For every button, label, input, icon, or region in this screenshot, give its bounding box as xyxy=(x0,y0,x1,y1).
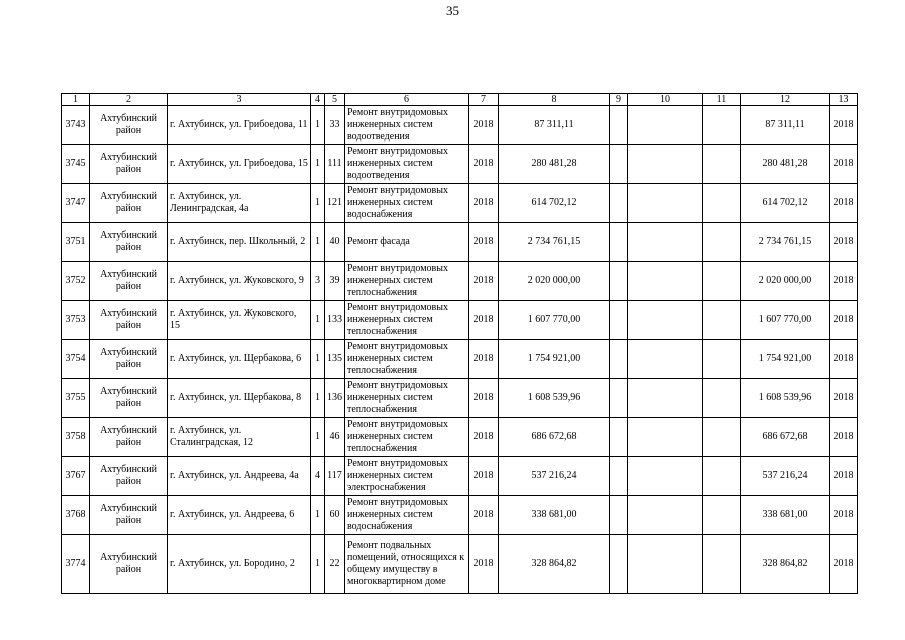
year-end-cell: 2018 xyxy=(830,379,858,418)
year-end-cell: 2018 xyxy=(830,457,858,496)
work-type-cell: Ремонт внутридомовых инженерных систем теплоснабжения xyxy=(345,262,469,301)
table-row xyxy=(62,418,858,457)
col11-cell xyxy=(703,145,741,184)
district-cell: Ахтубинский район xyxy=(90,379,168,418)
year-end-cell: 2018 xyxy=(830,145,858,184)
cost-cell: 686 672,68 xyxy=(499,418,610,457)
year-cell: 2018 xyxy=(469,379,499,418)
total-cost-cell: 537 216,24 xyxy=(741,457,830,496)
col10-cell xyxy=(628,184,703,223)
work-type-cell: Ремонт внутридомовых инженерных систем водоснабжения xyxy=(345,496,469,535)
year-end-cell: 2018 xyxy=(830,340,858,379)
col5-cell: 33 xyxy=(325,106,345,145)
district-cell: Ахтубинский район xyxy=(90,145,168,184)
col4-cell: 1 xyxy=(311,145,325,184)
col5-cell: 46 xyxy=(325,418,345,457)
row-number-cell: 3758 xyxy=(62,418,90,457)
column-header: 5 xyxy=(325,94,345,106)
total-cost-cell: 2 020 000,00 xyxy=(741,262,830,301)
year-cell: 2018 xyxy=(469,145,499,184)
col11-cell xyxy=(703,496,741,535)
row-number-cell: 3767 xyxy=(62,457,90,496)
col5-cell: 136 xyxy=(325,379,345,418)
col9-cell xyxy=(610,457,628,496)
col10-cell xyxy=(628,457,703,496)
col4-cell: 3 xyxy=(311,262,325,301)
column-header: 1 xyxy=(62,94,90,106)
col5-cell: 121 xyxy=(325,184,345,223)
table-row xyxy=(62,340,858,379)
col11-cell xyxy=(703,301,741,340)
column-header: 11 xyxy=(703,94,741,106)
col9-cell xyxy=(610,223,628,262)
col11-cell xyxy=(703,106,741,145)
work-type-cell: Ремонт внутридомовых инженерных систем теплоснабжения xyxy=(345,340,469,379)
col11-cell xyxy=(703,184,741,223)
address-cell: г. Ахтубинск, ул. Жуковского, 9 xyxy=(168,262,311,301)
col10-cell xyxy=(628,340,703,379)
work-type-cell: Ремонт внутридомовых инженерных систем теплоснабжения xyxy=(345,301,469,340)
column-header: 7 xyxy=(469,94,499,106)
district-cell: Ахтубинский район xyxy=(90,106,168,145)
column-header: 4 xyxy=(311,94,325,106)
col5-cell: 60 xyxy=(325,496,345,535)
work-type-cell: Ремонт внутридомовых инженерных систем водоотведения xyxy=(345,145,469,184)
column-header: 12 xyxy=(741,94,830,106)
col9-cell xyxy=(610,145,628,184)
district-cell: Ахтубинский район xyxy=(90,184,168,223)
col5-cell: 22 xyxy=(325,535,345,594)
year-cell: 2018 xyxy=(469,340,499,379)
table-row xyxy=(62,379,858,418)
col10-cell xyxy=(628,418,703,457)
col11-cell xyxy=(703,457,741,496)
work-type-cell: Ремонт внутридомовых инженерных систем водоснабжения xyxy=(345,184,469,223)
col9-cell xyxy=(610,301,628,340)
row-number-cell: 3753 xyxy=(62,301,90,340)
total-cost-cell: 686 672,68 xyxy=(741,418,830,457)
col5-cell: 111 xyxy=(325,145,345,184)
address-cell: г. Ахтубинск, ул. Грибоедова, 15 xyxy=(168,145,311,184)
district-cell: Ахтубинский район xyxy=(90,340,168,379)
col4-cell: 1 xyxy=(311,340,325,379)
col10-cell xyxy=(628,106,703,145)
total-cost-cell: 87 311,11 xyxy=(741,106,830,145)
col5-cell: 135 xyxy=(325,340,345,379)
col11-cell xyxy=(703,262,741,301)
col11-cell xyxy=(703,379,741,418)
column-header: 10 xyxy=(628,94,703,106)
cost-cell: 1 608 539,96 xyxy=(499,379,610,418)
col5-cell: 39 xyxy=(325,262,345,301)
col11-cell xyxy=(703,535,741,594)
col10-cell xyxy=(628,301,703,340)
col9-cell xyxy=(610,496,628,535)
col4-cell: 1 xyxy=(311,223,325,262)
address-cell: г. Ахтубинск, ул. Щербакова, 8 xyxy=(168,379,311,418)
cost-cell: 614 702,12 xyxy=(499,184,610,223)
row-number-cell: 3751 xyxy=(62,223,90,262)
column-header: 13 xyxy=(830,94,858,106)
total-cost-cell: 280 481,28 xyxy=(741,145,830,184)
table-row xyxy=(62,262,858,301)
header-row xyxy=(62,94,858,106)
year-end-cell: 2018 xyxy=(830,223,858,262)
address-cell: г. Ахтубинск, ул. Грибоедова, 11 xyxy=(168,106,311,145)
year-end-cell: 2018 xyxy=(830,535,858,594)
row-number-cell: 3752 xyxy=(62,262,90,301)
year-cell: 2018 xyxy=(469,184,499,223)
table-row xyxy=(62,301,858,340)
repair-program-table xyxy=(61,93,858,594)
total-cost-cell: 1 754 921,00 xyxy=(741,340,830,379)
year-cell: 2018 xyxy=(469,418,499,457)
col10-cell xyxy=(628,223,703,262)
address-cell: г. Ахтубинск, ул. Сталинградская, 12 xyxy=(168,418,311,457)
total-cost-cell: 328 864,82 xyxy=(741,535,830,594)
work-type-cell: Ремонт внутридомовых инженерных систем электроснабжения xyxy=(345,457,469,496)
work-type-cell: Ремонт внутридомовых инженерных систем теплоснабжения xyxy=(345,418,469,457)
col5-cell: 133 xyxy=(325,301,345,340)
address-cell: г. Ахтубинск, ул. Бородино, 2 xyxy=(168,535,311,594)
cost-cell: 537 216,24 xyxy=(499,457,610,496)
year-cell: 2018 xyxy=(469,457,499,496)
year-cell: 2018 xyxy=(469,535,499,594)
col4-cell: 1 xyxy=(311,496,325,535)
table-row xyxy=(62,457,858,496)
district-cell: Ахтубинский район xyxy=(90,496,168,535)
year-cell: 2018 xyxy=(469,223,499,262)
cost-cell: 2 734 761,15 xyxy=(499,223,610,262)
row-number-cell: 3743 xyxy=(62,106,90,145)
table-body xyxy=(62,106,858,594)
cost-cell: 338 681,00 xyxy=(499,496,610,535)
cost-cell: 87 311,11 xyxy=(499,106,610,145)
table-row xyxy=(62,184,858,223)
column-header: 9 xyxy=(610,94,628,106)
column-header: 3 xyxy=(168,94,311,106)
page-number: 35 xyxy=(446,3,459,18)
row-number-cell: 3747 xyxy=(62,184,90,223)
column-header: 2 xyxy=(90,94,168,106)
year-cell: 2018 xyxy=(469,106,499,145)
year-end-cell: 2018 xyxy=(830,184,858,223)
row-number-cell: 3754 xyxy=(62,340,90,379)
col11-cell xyxy=(703,418,741,457)
col4-cell: 1 xyxy=(311,418,325,457)
address-cell: г. Ахтубинск, пер. Школьный, 2 xyxy=(168,223,311,262)
year-end-cell: 2018 xyxy=(830,262,858,301)
row-number-cell: 3755 xyxy=(62,379,90,418)
col9-cell xyxy=(610,535,628,594)
address-cell: г. Ахтубинск, ул. Андреева, 4а xyxy=(168,457,311,496)
col5-cell: 40 xyxy=(325,223,345,262)
year-end-cell: 2018 xyxy=(830,301,858,340)
cost-cell: 2 020 000,00 xyxy=(499,262,610,301)
col9-cell xyxy=(610,262,628,301)
col9-cell xyxy=(610,379,628,418)
year-cell: 2018 xyxy=(469,301,499,340)
col10-cell xyxy=(628,145,703,184)
work-type-cell: Ремонт подвальных помещений, относящихся к общему имуществу в многоквартирном доме xyxy=(345,535,469,594)
row-number-cell: 3768 xyxy=(62,496,90,535)
col9-cell xyxy=(610,184,628,223)
column-header: 8 xyxy=(499,94,610,106)
col9-cell xyxy=(610,418,628,457)
work-type-cell: Ремонт внутридомовых инженерных систем водоотведения xyxy=(345,106,469,145)
year-end-cell: 2018 xyxy=(830,106,858,145)
address-cell: г. Ахтубинск, ул. Ленинградская, 4а xyxy=(168,184,311,223)
col9-cell xyxy=(610,106,628,145)
address-cell: г. Ахтубинск, ул. Андреева, 6 xyxy=(168,496,311,535)
district-cell: Ахтубинский район xyxy=(90,262,168,301)
total-cost-cell: 338 681,00 xyxy=(741,496,830,535)
col5-cell: 117 xyxy=(325,457,345,496)
row-number-cell: 3745 xyxy=(62,145,90,184)
cost-cell: 1 607 770,00 xyxy=(499,301,610,340)
total-cost-cell: 2 734 761,15 xyxy=(741,223,830,262)
cost-cell: 280 481,28 xyxy=(499,145,610,184)
district-cell: Ахтубинский район xyxy=(90,301,168,340)
col4-cell: 1 xyxy=(311,379,325,418)
col4-cell: 1 xyxy=(311,301,325,340)
work-type-cell: Ремонт фасада xyxy=(345,223,469,262)
year-end-cell: 2018 xyxy=(830,418,858,457)
col10-cell xyxy=(628,535,703,594)
work-type-cell: Ремонт внутридомовых инженерных систем теплоснабжения xyxy=(345,379,469,418)
cost-cell: 1 754 921,00 xyxy=(499,340,610,379)
year-end-cell: 2018 xyxy=(830,496,858,535)
col4-cell: 1 xyxy=(311,535,325,594)
table-row xyxy=(62,223,858,262)
table-row xyxy=(62,145,858,184)
total-cost-cell: 1 607 770,00 xyxy=(741,301,830,340)
col11-cell xyxy=(703,340,741,379)
col4-cell: 1 xyxy=(311,184,325,223)
cost-cell: 328 864,82 xyxy=(499,535,610,594)
district-cell: Ахтубинский район xyxy=(90,457,168,496)
table-row xyxy=(62,106,858,145)
address-cell: г. Ахтубинск, ул. Жуковского, 15 xyxy=(168,301,311,340)
district-cell: Ахтубинский район xyxy=(90,418,168,457)
col11-cell xyxy=(703,223,741,262)
year-cell: 2018 xyxy=(469,262,499,301)
total-cost-cell: 1 608 539,96 xyxy=(741,379,830,418)
table-row xyxy=(62,496,858,535)
table-row xyxy=(62,535,858,594)
year-cell: 2018 xyxy=(469,496,499,535)
row-number-cell: 3774 xyxy=(62,535,90,594)
col10-cell xyxy=(628,262,703,301)
col4-cell: 4 xyxy=(311,457,325,496)
col10-cell xyxy=(628,379,703,418)
address-cell: г. Ахтубинск, ул. Щербакова, 6 xyxy=(168,340,311,379)
column-header: 6 xyxy=(345,94,469,106)
col9-cell xyxy=(610,340,628,379)
district-cell: Ахтубинский район xyxy=(90,535,168,594)
total-cost-cell: 614 702,12 xyxy=(741,184,830,223)
col10-cell xyxy=(628,496,703,535)
col4-cell: 1 xyxy=(311,106,325,145)
district-cell: Ахтубинский район xyxy=(90,223,168,262)
